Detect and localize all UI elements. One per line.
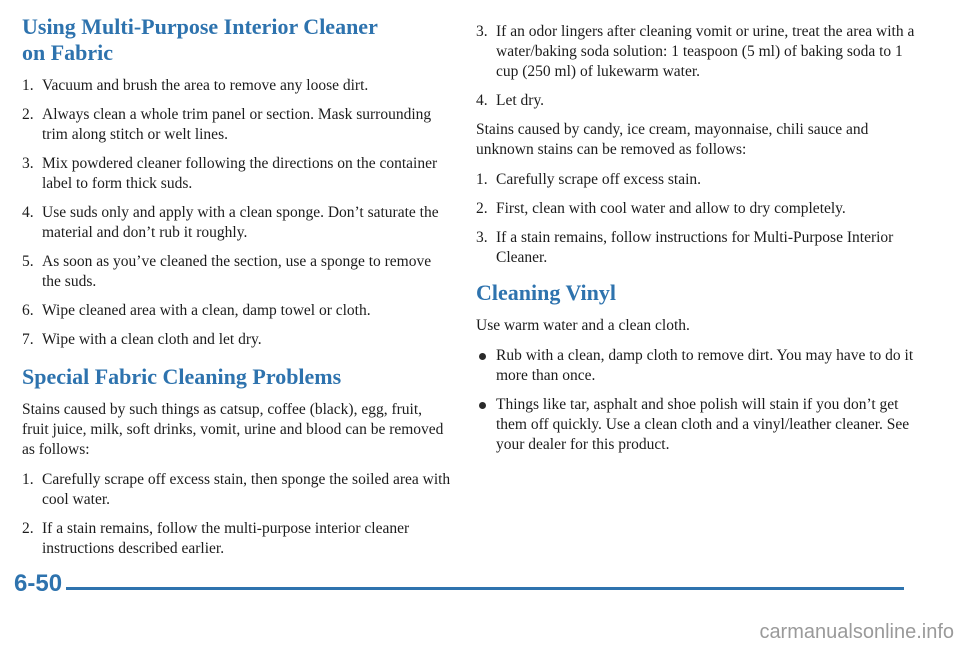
footer-rule [66, 587, 904, 590]
list-item: 7. Wipe with a clean cloth and let dry. [22, 331, 262, 348]
list-item: 4. Use suds only and apply with a clean sponge. Don’t saturate the material and don’t rub it roughly. [22, 204, 439, 241]
list-item: 6. Wipe cleaned area with a clean, damp towel or cloth. [22, 302, 371, 319]
vinyl-bullets [476, 346, 916, 455]
page-footer [14, 570, 894, 610]
watermark: carmanualsonline.info [759, 621, 954, 643]
heading-multi-purpose-cleaner: Using Multi-Purpose Interior Cleaner on Fabric [22, 14, 378, 65]
list-item: 3. If an odor lingers after cleaning vomit or urine, treat the area with a water/baking soda solution: 1 teaspoon (5 ml) of baking soda to 1 cup (250 ml) of lukewarm water. [476, 23, 915, 80]
bullet-icon [479, 353, 486, 360]
unknown-stains-intro: Stains caused by candy, ice cream, mayonnaise, chili sauce and unknown stains can be removed as follows: [476, 121, 869, 158]
vinyl-intro: Use warm water and a clean cloth. [476, 317, 690, 334]
list-item: Things like tar, asphalt and shoe polish will stain if you don’t get them off quickly. Use a clean cloth and a vinyl/leather cleaner. See your dealer for this product. [476, 395, 916, 455]
list-item: 4. Let dry. [476, 92, 545, 109]
bullet-icon [479, 402, 486, 409]
list-item: 5. As soon as you’ve cleaned the section, use a sponge to remove the suds. [22, 253, 432, 290]
right-column [476, 22, 916, 464]
list-item: 2. If a stain remains, follow the multi-purpose interior cleaner instructions described earlier. [22, 520, 410, 557]
left-column [22, 14, 452, 568]
page-number: 6-50 [14, 570, 63, 597]
special-problems-steps [22, 470, 452, 559]
fabric-cleaning-steps [22, 76, 452, 350]
heading-cleaning-vinyl: Cleaning Vinyl [476, 280, 616, 305]
heading-special-fabric-problems: Special Fabric Cleaning Problems [22, 364, 342, 389]
list-item: Rub with a clean, damp cloth to remove dirt. You may have to do it more than once. [476, 346, 916, 386]
list-item: 1. Vacuum and brush the area to remove any loose dirt. [22, 77, 369, 94]
list-item: 1. Carefully scrape off excess stain, then sponge the soiled area with cool water. [22, 471, 451, 508]
special-problems-steps-continued [476, 22, 916, 111]
list-item: 3. Mix powdered cleaner following the directions on the container label to form thick suds. [22, 155, 438, 192]
unknown-stains-steps [476, 170, 916, 268]
list-item: 1. Carefully scrape off excess stain. [476, 171, 702, 188]
list-item: 2. Always clean a whole trim panel or section. Mask surrounding trim along stitch or welt lines. [22, 106, 432, 143]
list-item: 2. First, clean with cool water and allow to dry completely. [476, 200, 846, 217]
list-item: 3. If a stain remains, follow instructions for Multi-Purpose Interior Cleaner. [476, 229, 894, 266]
special-problems-intro: Stains caused by such things as catsup, coffee (black), egg, fruit, fruit juice, milk, soft drinks, vomit, urine and blood can be removed as follows: [22, 401, 444, 458]
